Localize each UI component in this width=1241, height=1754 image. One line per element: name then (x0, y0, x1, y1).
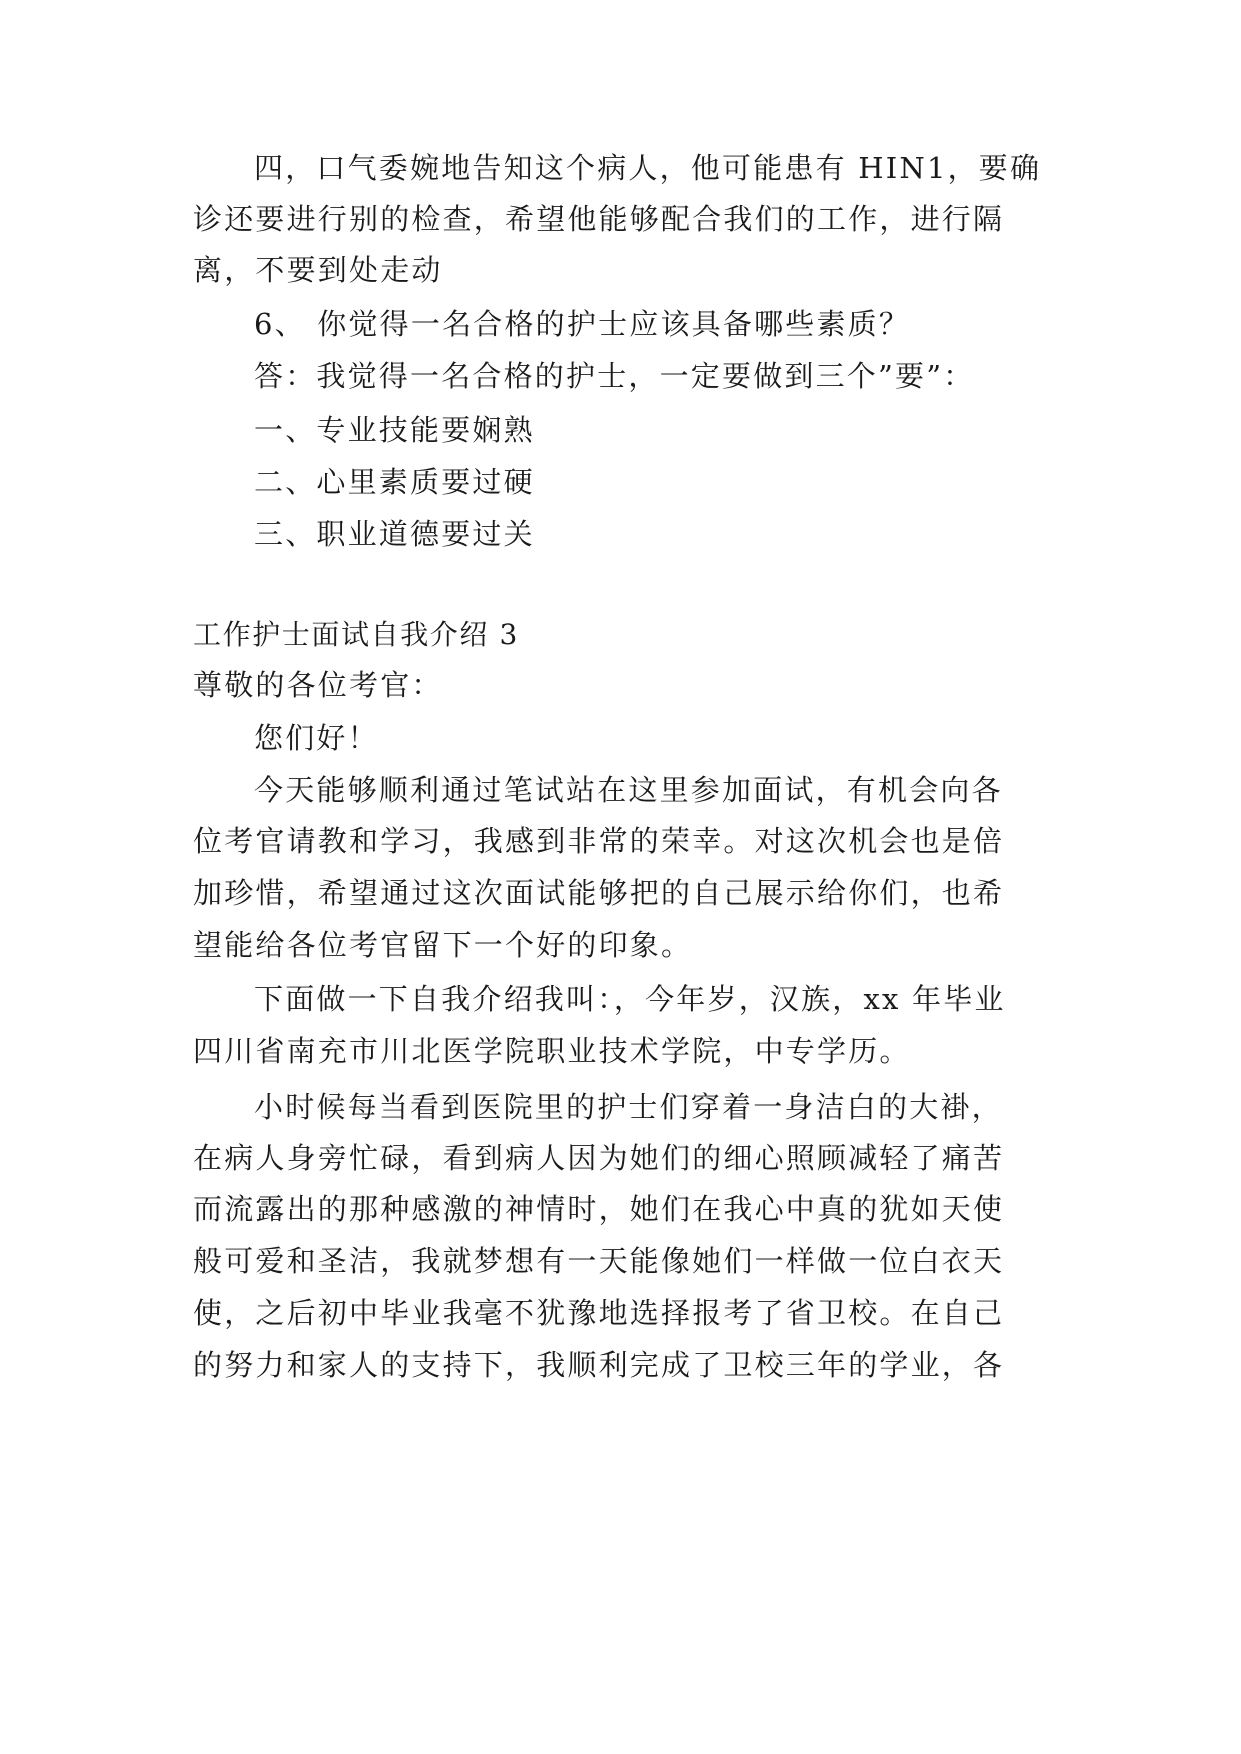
paragraph-2-line-1: 下面做一下自我介绍我叫：，今年岁，汉族，xx 年毕业 (254, 982, 1006, 1016)
paragraph-1-line-2: 位考官请教和学习，我感到非常的荣幸。对这次机会也是倍 (193, 824, 1005, 858)
paragraph-3-line-5: 使，之后初中毕业我毫不犹豫地选择报考了省卫校。在自己 (193, 1296, 1005, 1330)
paragraph-3-line-4: 般可爱和圣洁，我就梦想有一天能像她们一样做一位白衣天 (193, 1244, 1005, 1278)
point-four-line-2: 诊还要进行别的检查，希望他能够配合我们的工作，进行隔 (193, 202, 1005, 236)
answer-point-1: 一、专业技能要娴熟 (254, 413, 535, 447)
paragraph-2-line-2: 四川省南充市川北医学院职业技术学院，中专学历。 (193, 1034, 911, 1068)
paragraph-3-line-1: 小时候每当看到医院里的护士们穿着一身洁白的大褂， (254, 1090, 1003, 1124)
paragraph-3-line-2: 在病人身旁忙碌，看到病人因为她们的细心照顾减轻了痛苦 (193, 1141, 1005, 1175)
essay-greeting: 您们好！ (254, 721, 379, 755)
question-six: 6、 你觉得一名合格的护士应该具备哪些素质？ (254, 307, 911, 341)
answer-point-2: 二、心里素质要过硬 (254, 465, 535, 499)
paragraph-1-line-3: 加珍惜，希望通过这次面试能够把的自己展示给你们，也希 (193, 876, 1005, 910)
essay-salutation: 尊敬的各位考官： (193, 668, 443, 702)
paragraph-3-line-6: 的努力和家人的支持下，我顺利完成了卫校三年的学业，各 (193, 1348, 1005, 1382)
point-four-line-3: 离，不要到处走动 (193, 253, 443, 287)
answer-point-3: 三、职业道德要过关 (254, 517, 535, 551)
paragraph-3-line-3: 而流露出的那种感激的神情时，她们在我心中真的犹如天使 (193, 1192, 1005, 1226)
point-four-line-1: 四，口气委婉地告知这个病人，他可能患有 HIN1，要确 (254, 151, 1042, 185)
paragraph-1-line-1: 今天能够顺利通过笔试站在这里参加面试，有机会向各 (254, 773, 1003, 807)
essay-title: 工作护士面试自我介绍 3 (193, 618, 519, 651)
question-six-answer-intro: 答：我觉得一名合格的护士，一定要做到三个”要”： (254, 359, 975, 393)
paragraph-1-line-4: 望能给各位考官留下一个好的印象。 (193, 928, 693, 962)
